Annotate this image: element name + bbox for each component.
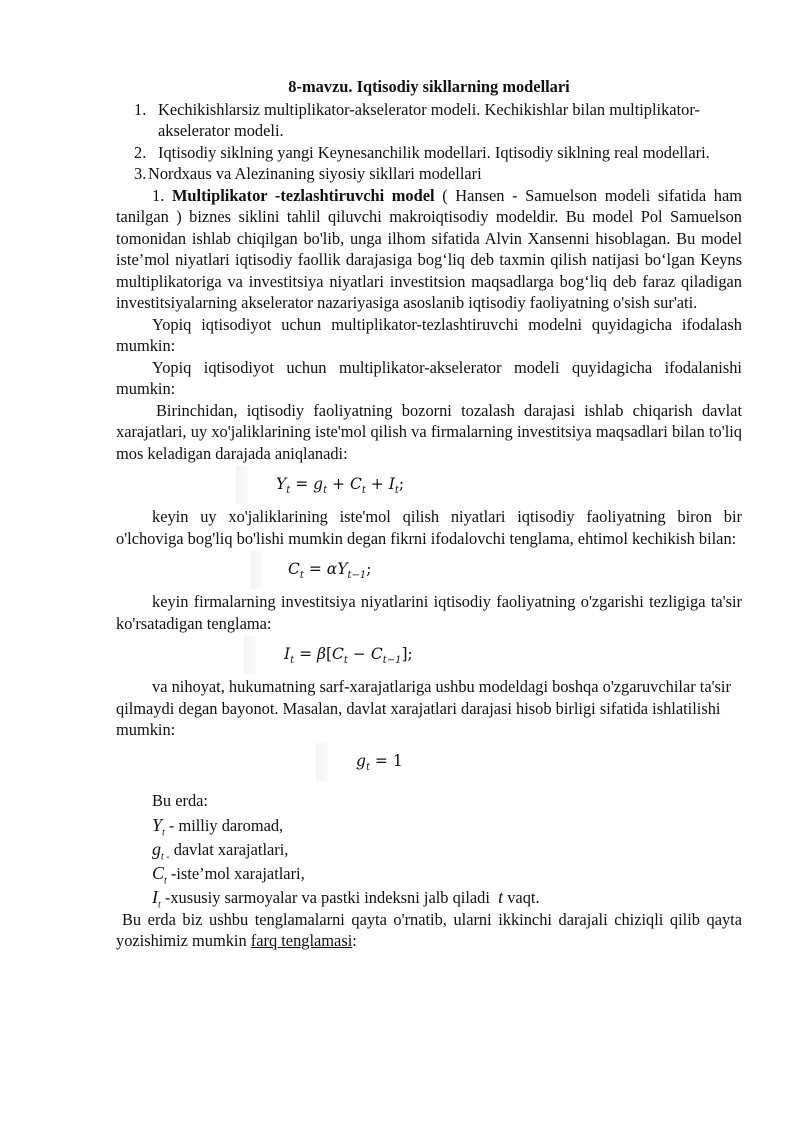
- document-body: [116, 76, 742, 952]
- outline-item: 1. Kechikishlarsiz multiplikator-akselerator modeli. Kechikishlar bilan multiplikator-akselerator modeli.: [134, 99, 700, 140]
- definition-item: $g_{t -}$ davlat xarajatlari,: [152, 838, 289, 863]
- outline-item: 3. Nordxaus va Alezinaning siyosiy sikllari modellari: [134, 164, 482, 183]
- definition-item: $Y_t$ - milliy daromad,: [152, 814, 284, 839]
- equation-text: $Y_t = g_t + C_t + I_t$;: [276, 475, 405, 497]
- definitions-list: [116, 789, 742, 909]
- closed-economy-paragraph-1: Yopiq iqtisodiyot uchun multiplikator-tezlashtiruvchi modelni quyidagicha ifodalash mumkin:: [116, 314, 742, 355]
- equation-text: $g_t = 1$: [356, 751, 403, 773]
- definition-item: $C_t$ -iste’mol xarajatlari,: [152, 862, 305, 887]
- equation-image-edge: [251, 551, 263, 589]
- closed-economy-paragraph-2: Yopiq iqtisodiyot uchun multiplikator-akselerator modeli quyidagicha ifodalanishi mumkin:: [116, 357, 742, 398]
- equation-image-edge: [244, 636, 256, 674]
- section1-paragraph: 1. Multiplikator -tezlashtiruvchi model ( Hansen - Samuelson modeli sifatida ham tanilgan ) biznes siklini tahlil qiluvchi makroiqtisodiy modeldir. Bu model Pol Samuelson tomonidan ishlab chiqilgan bo'lib, unga ilhom sifatida Alvin Xansenni hisoblagan. Bu model iste’mol niyatlari iqtisodiy faollik darajasiga bog‘liq deb taxmin qilish natijasi bo‘lgan Keyns multiplikatoriga va investitsiya niyatlari investitsion maqsadlarga bog‘liq deb faraz qiladigan investitsiyalarning akselerator nazariyasiga asoslanib iqtisodiy faoliyatning o'sish sur'ati.: [116, 185, 742, 312]
- equation-output: [116, 464, 742, 506]
- final-paragraph: Bu erda biz ushbu tenglamalarni qayta o'rnatib, ularni ikkinchi darajali chiziqli qilib qayta yozishimiz mumkin farq tenglamasi:: [116, 909, 742, 950]
- investment-paragraph: keyin firmalarning investitsiya niyatlarini iqtisodiy faoliyatning o'zgarishi tezligiga ta'sir ko'rsatadigan tenglama:: [116, 592, 742, 633]
- government-paragraph: va nihoyat, hukumatning sarf-xarajatlariga ushbu modeldagi boshqa o'zgaruvchilar ta'sir qilmaydi degan bayonot. Masalan, davlat xarajatlari darajasi hisob birligi sifatida ishlatilishi mumkin:: [116, 677, 731, 739]
- outline-item: 2. Iqtisodiy siklning yangi Keynesanchilik modellari. Iqtisodiy siklning real modellari.: [134, 142, 710, 162]
- equation-government: [116, 741, 742, 783]
- topic-outline: [116, 99, 742, 185]
- equation-text: $C_t = \alpha Y_{t-1}$;: [288, 560, 372, 582]
- section1-heading: Multiplikator -tezlashtiruvchi model: [171, 185, 435, 205]
- first-paragraph: Birinchidan, iqtisodiy faoliyatning bozorni tozalash darajasi ishlab chiqarish davlat xarajatlari, uy xo'jaliklarining iste'mol qilish va firmalarning investitsiya maqsadlari bilan to'liq mos keladigan darajada aniqlanadi:: [116, 400, 742, 463]
- definition-item: $I_t$ -xususiy sarmoyalar va pastki indeksni jalb qiladi t vaqt.: [152, 886, 540, 911]
- page-title: 8-mavzu. Iqtisodiy sikllarning modellari: [288, 77, 570, 96]
- equation-investment: [116, 634, 742, 676]
- equation-consumption: [116, 549, 742, 591]
- consumption-paragraph: keyin uy xo'jaliklarining iste'mol qilish niyatlari iqtisodiy faoliyatning biron bir o'lchoviga bog'liq bo'lishi mumkin degan fikrni ifodalovchi tenglama, ehtimol kechikish bilan:: [116, 507, 742, 548]
- equation-text: $I_t = \beta[C_t - C_{t-1}]$;: [284, 645, 413, 667]
- difference-equation-link[interactable]: farq tenglamasi: [250, 931, 353, 950]
- definitions-heading: Bu erda:: [152, 790, 208, 810]
- equation-image-edge: [316, 743, 328, 781]
- equation-image-edge: [236, 466, 248, 504]
